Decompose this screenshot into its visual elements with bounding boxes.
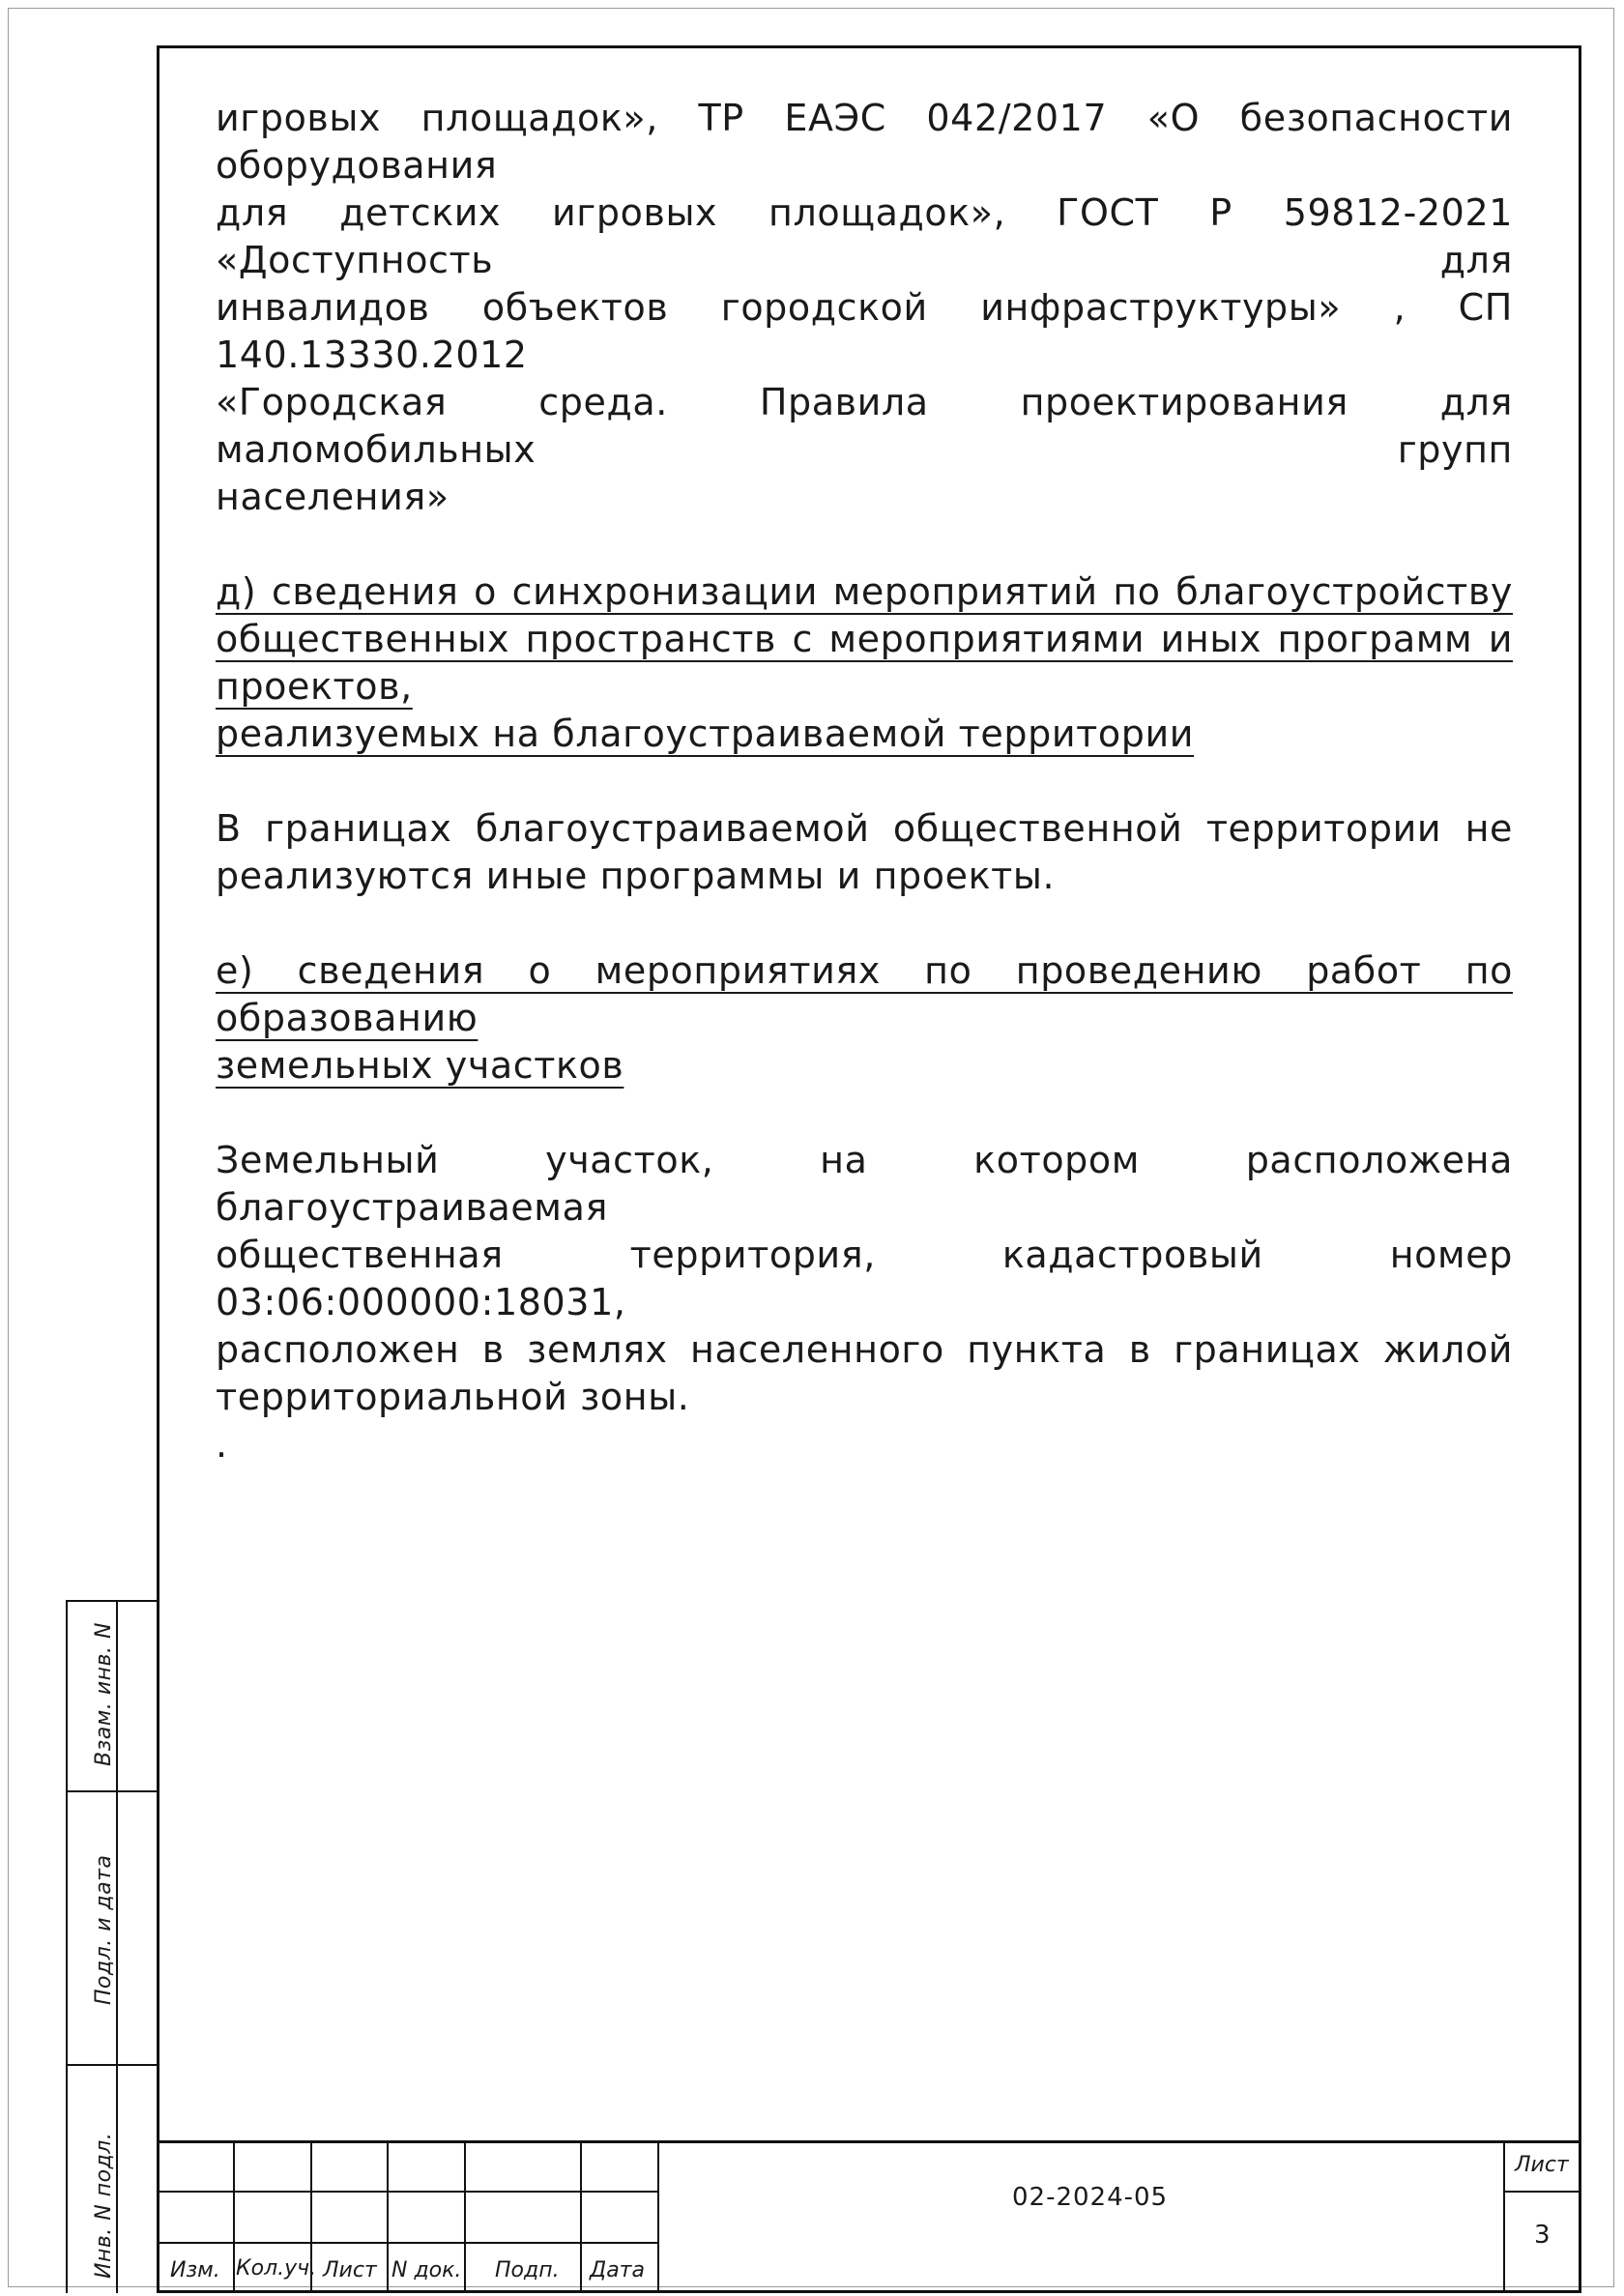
tb-label-data: Дата	[590, 2258, 645, 2282]
tb-label-list: Лист	[323, 2258, 377, 2282]
tb-label-kol-uch: Кол.уч.	[236, 2256, 317, 2281]
tb-sheet-label: Лист	[1515, 2153, 1569, 2177]
tb-col-5	[580, 2140, 582, 2293]
tb-row-line-2	[157, 2242, 659, 2244]
intro-line-4: «Городская среда. Правила проектирования для маломобильных групп	[216, 381, 1513, 471]
tb-label-izm: Изм.	[170, 2258, 220, 2282]
side-cell-divider	[116, 2066, 118, 2293]
side-cell-divider	[116, 1602, 118, 1790]
tb-col-sheet	[1503, 2140, 1505, 2293]
side-strip	[66, 1600, 157, 2293]
tb-col-3	[387, 2140, 389, 2293]
intro-line-2: для детских игровых площадок», ГОСТ Р 59812-2021 «Доступность для	[216, 191, 1513, 281]
document-body	[216, 95, 1513, 1468]
section-d-heading-line-3: реализуемых на благоустраиваемой территории	[216, 712, 1195, 755]
section-e-heading-line-1: е) сведения о мероприятиях по проведению работ по образованию	[216, 949, 1513, 1039]
section-e-text-line-1: Земельный участок, на котором расположена благоустраиваемая	[216, 1139, 1513, 1229]
tb-top-line	[157, 2140, 1581, 2143]
tb-col-4	[464, 2140, 466, 2293]
tb-label-podp: Подп.	[495, 2258, 560, 2282]
section-e-text	[216, 1137, 1513, 1421]
title-block	[157, 2140, 1581, 2293]
tb-col-1	[233, 2140, 235, 2293]
section-e-text-line-4: территориальной зоны.	[216, 1376, 690, 1418]
tb-col-6	[657, 2140, 659, 2293]
section-d-text-line-1: В границах благоустраиваемой общественной территории не	[216, 807, 1513, 850]
section-d-text-line-2: реализуются иные программы и проекты.	[216, 855, 1056, 897]
side-label-inv-podl: Инв. N подл.	[92, 2132, 116, 2279]
section-e-text-line-3: расположен в землях населенного пункта в границах жилой	[216, 1328, 1513, 1371]
side-label-podp-data: Подл. и дата	[92, 1854, 116, 2005]
section-d-heading-line-1: д) сведения о синхронизации мероприятий по благоустройству	[216, 570, 1513, 613]
sheet-number: 3	[1534, 2221, 1552, 2250]
section-e-text-line-2: общественная территория, кадастровый номер 03:06:000000:18031,	[216, 1234, 1513, 1323]
section-d-text	[216, 805, 1513, 900]
side-cell-vzam-inv	[68, 1602, 157, 1792]
section-e-heading-line-2: земельных участков	[216, 1044, 624, 1087]
intro-line-3: инвалидов объектов городской инфраструктуры» , СП 140.13330.2012	[216, 286, 1513, 376]
section-d-heading-line-2: общественных пространств с мероприятиями иных программ и проектов,	[216, 618, 1513, 708]
side-label-vzam-inv: Взам. инв. N	[92, 1622, 116, 1766]
intro-line-5: населения»	[216, 476, 450, 518]
tb-sheet-row-line	[1503, 2191, 1581, 2193]
section-e-heading	[216, 947, 1513, 1090]
tb-label-n-dok: N док.	[392, 2258, 462, 2282]
side-cell-divider	[116, 1792, 118, 2064]
section-d-heading	[216, 568, 1513, 758]
side-cell-podp-data	[68, 1792, 157, 2066]
intro-line-1: игровых площадок», ТР ЕАЭС 042/2017 «О безопасности оборудования	[216, 97, 1513, 187]
side-cell-inv-podl	[68, 2066, 157, 2293]
document-code: 02-2024-05	[1012, 2183, 1169, 2212]
tb-row-line-1	[157, 2191, 659, 2193]
trailing-dot: .	[216, 1423, 228, 1466]
